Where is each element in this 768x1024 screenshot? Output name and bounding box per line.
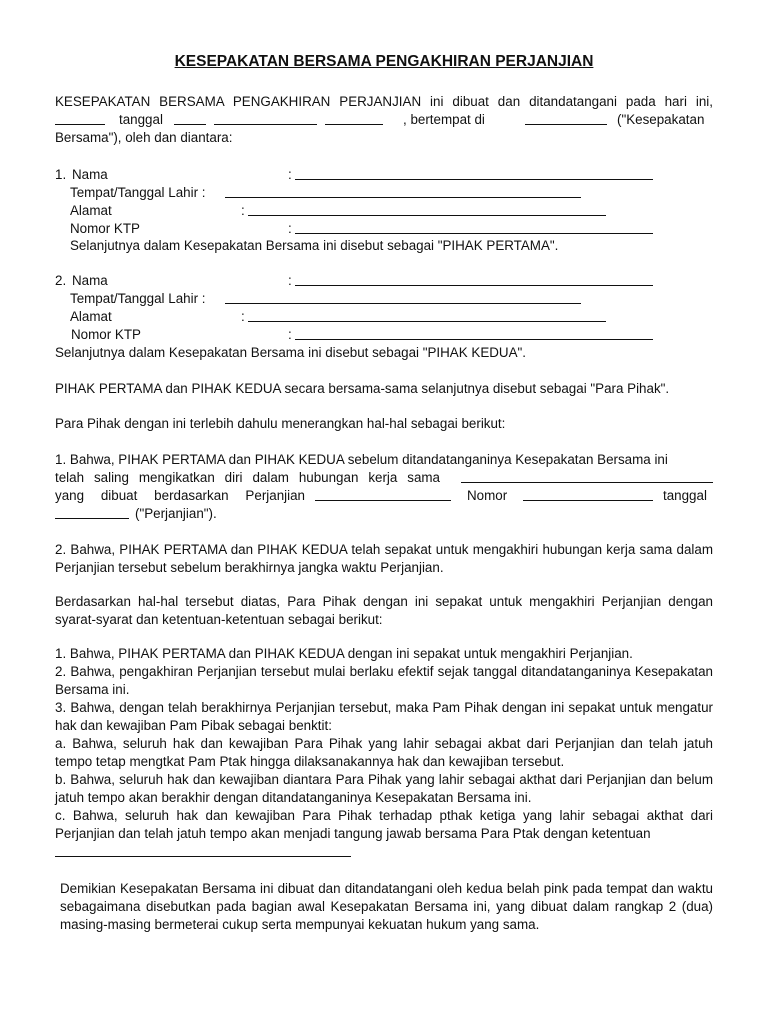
para-pihak-definition: PIHAK PERTAMA dan PIHAK KEDUA secara bersama-sama selanjutnya disebut sebagai "Para Pihak". <box>55 381 670 396</box>
party2-ttl-row <box>55 290 713 308</box>
recital1-line3 <box>55 487 713 505</box>
demikian-closing: Demikian Kesepakatan Bersama ini dibuat dan ditandatangani oleh kedua belah pink pada tempat dan waktu sebagaimana disebutkan pada bagian awal Kesepakatan Bersama ini, yang dibuat dalam rangkap 2 (dua) masing-masing bermeterai cukup serta mempunyai kekuatan hukum yang sama. <box>60 881 713 933</box>
party1-number: 1. <box>55 167 67 182</box>
intro-line-2 <box>55 111 713 129</box>
blank-day <box>55 112 105 125</box>
party1-nama-row <box>55 166 713 184</box>
blank-month <box>214 112 317 125</box>
recital1-tanggal-label: tanggal <box>663 488 707 503</box>
term-a: a. Bahwa, seluruh hak dan kewajiban Para Pihak yang lahir sebagai akbat dari Perjanjian dan telah jatuh tempo tetap mengtkat Pam Ptak hingga dilaksanakannya hak dan kewajiban tersebut. <box>55 736 713 770</box>
party1-ttl-field <box>225 185 581 198</box>
party2-closing: Selanjutnya dalam Kesepakatan Bersama ini disebut sebagai "PIHAK KEDUA". <box>55 345 526 360</box>
berdasarkan-paragraph: Berdasarkan hal-hal tersebut diatas, Para Pihak dengan ini sepakat untuk mengakhiri Perjanjian dengan syarat-syarat dan ketentuan-ketentuan sebagai berikut: <box>55 594 713 628</box>
party2-ktp-field <box>295 327 653 340</box>
party2-nama-row <box>55 272 713 290</box>
term-c: c. Bahwa, seluruh hak dan kewajiban Para Pihak terhadap pthak ketiga yang lahir sebagai akthat dari Perjanjian dan telah jatuh tempo akan menjadi tangung jawab bersama Para Ptak dengan ketentuan <box>55 808 713 842</box>
party1-alamat-row <box>55 202 713 220</box>
party2-alamat-field <box>248 309 606 322</box>
recital1-kerja-sama-field <box>461 470 713 483</box>
recital1-nomor-label: Nomor <box>467 488 508 503</box>
blank-place <box>525 112 607 125</box>
party1-ktp-colon: : <box>288 221 292 236</box>
party2-ttl-label: Tempat/Tanggal Lahir : <box>70 291 206 306</box>
party1-nama-label: Nama <box>72 167 108 182</box>
intro-bertempat-label: , bertempat di <box>403 112 485 127</box>
intro-tanggal-label: tanggal <box>119 112 163 127</box>
intro-kesepakatan: ("Kesepakatan <box>617 112 705 127</box>
party2-ktp-label: Nomor KTP <box>71 327 141 342</box>
term-3: 3. Bahwa, dengan telah berakhirnya Perjanjian tersebut, maka Pam Pihak dengan ini sepakat untuk mengatur hak dan kewajiban Pam Pibak sebagai benktit: <box>55 700 713 734</box>
party1-closing: Selanjutnya dalam Kesepakatan Bersama ini disebut sebagai "PIHAK PERTAMA". <box>70 238 559 253</box>
blank-year <box>325 112 383 125</box>
party2-alamat-colon: : <box>241 309 245 324</box>
party2-nama-field <box>295 273 653 286</box>
party2-ktp-row <box>55 326 713 344</box>
recital2: 2. Bahwa, PIHAK PERTAMA dan PIHAK KEDUA telah sepakat untuk mengakhiri hubungan kerja sama dalam Perjanjian tersebut sebelum berakhirnya jangka waktu Perjanjian. <box>55 542 713 576</box>
term-c-ketentuan-field <box>55 856 351 857</box>
party2-alamat-row <box>55 308 713 326</box>
party2-nama-colon: : <box>288 273 292 288</box>
recital1-perjanjian-label: yang dibuat berdasarkan Perjanjian <box>55 488 305 503</box>
intro-line-1: KESEPAKATAN BERSAMA PENGAKHIRAN PERJANJIAN ini dibuat dan ditandatangani pada hari ini, <box>55 94 713 109</box>
document-title: KESEPAKATAN BERSAMA PENGAKHIRAN PERJANJIAN <box>174 53 594 70</box>
term-2: 2. Bahwa, pengakhiran Perjanjian tersebut mulai berlaku efektif sejak tanggal ditandatanganinya Kesepakatan Bersama ini. <box>55 664 713 698</box>
party2-alamat-label: Alamat <box>70 309 112 324</box>
party1-nama-colon: : <box>288 167 292 182</box>
party1-ttl-label: Tempat/Tanggal Lahir : <box>70 185 206 200</box>
recital1-line2 <box>55 469 713 487</box>
party1-alamat-field <box>248 203 606 216</box>
party1-alamat-colon: : <box>241 203 245 218</box>
party2-ttl-field <box>225 291 581 304</box>
term-b: b. Bahwa, seluruh hak dan kewajiban diantara Para Pihak yang lahir sebagai akthat dari Perjanjian dan belum jatuh tempo akan berakhir dengan ditandatanganinya Kesepakatan Bersama ini. <box>55 772 713 806</box>
party2-number: 2. <box>55 273 67 288</box>
recital1-perjanjian-field <box>315 488 451 501</box>
recital1-line1: 1. Bahwa, PIHAK PERTAMA dan PIHAK KEDUA sebelum ditandatanganinya Kesepakatan Bersama ini <box>55 452 668 467</box>
recital1-nomor-field <box>523 488 653 501</box>
term-1: 1. Bahwa, PIHAK PERTAMA dan PIHAK KEDUA dengan ini sepakat untuk mengakhiri Perjanjian. <box>55 646 633 661</box>
party2-nama-label: Nama <box>72 273 108 288</box>
party1-ttl-row <box>55 184 713 202</box>
party1-alamat-label: Alamat <box>70 203 112 218</box>
menerangkan-intro: Para Pihak dengan ini terlebih dahulu menerangkan hal-hal sebagai berikut: <box>55 416 506 431</box>
intro-line-3: Bersama"), oleh dan diantara: <box>55 130 233 145</box>
blank-date <box>174 112 206 125</box>
recital1-perjanjian-def: ("Perjanjian"). <box>135 506 217 521</box>
recital1-line4 <box>55 505 713 523</box>
recital1-line2-text: telah saling mengikatkan diri dalam hubungan kerja sama <box>55 470 440 485</box>
party2-ktp-colon: : <box>288 327 292 342</box>
party1-ktp-label: Nomor KTP <box>70 221 140 236</box>
party1-ktp-field <box>295 221 653 234</box>
party1-nama-field <box>295 167 653 180</box>
recital1-tanggal-field <box>55 506 129 519</box>
party1-ktp-row <box>55 220 713 238</box>
